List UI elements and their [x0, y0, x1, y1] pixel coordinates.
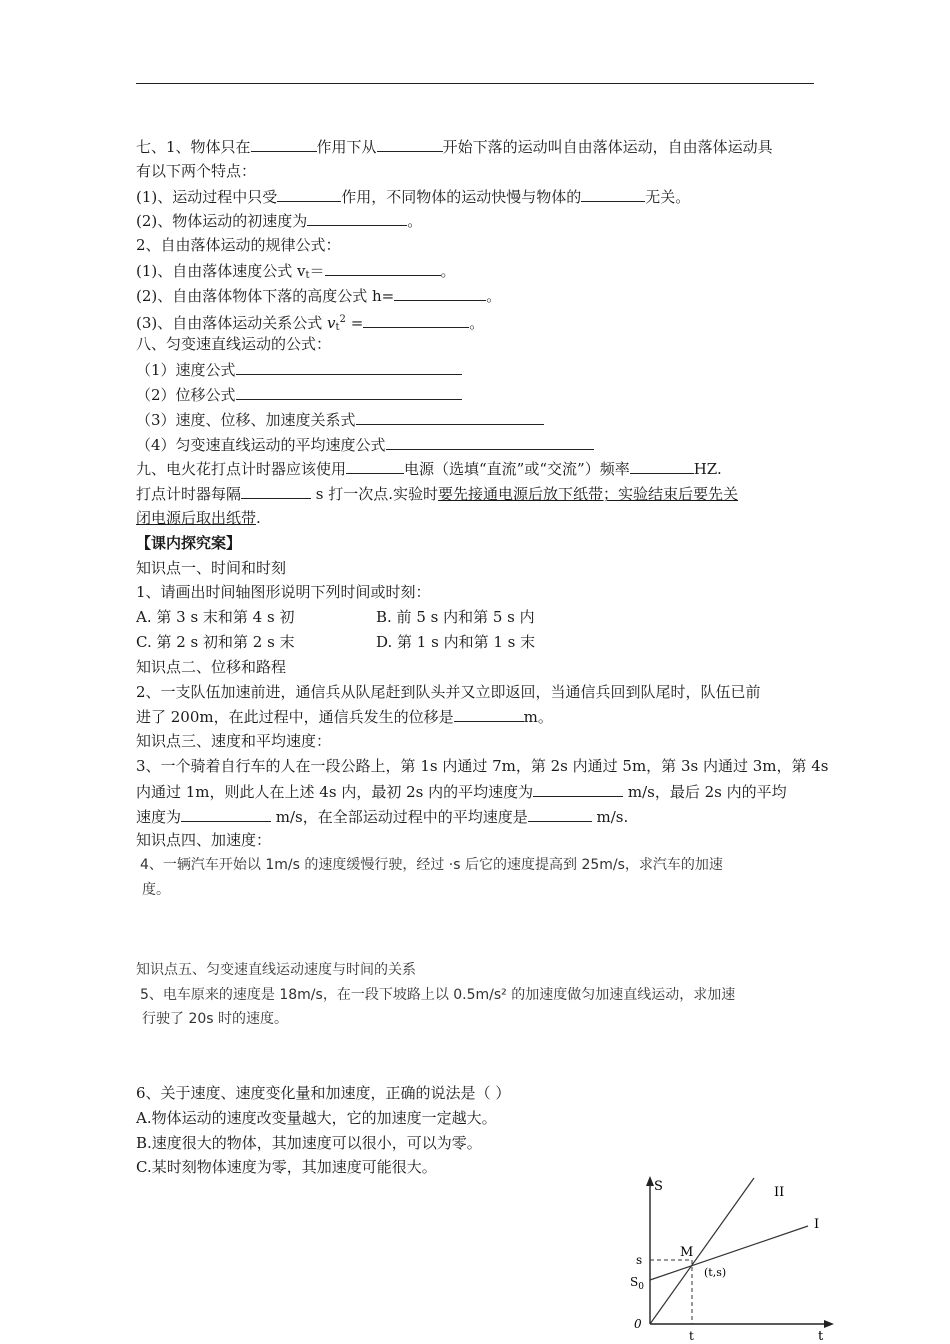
options-cd — [136, 630, 816, 655]
knowledge-1 — [136, 556, 816, 581]
text: 。 — [440, 261, 456, 280]
text: (2)、物体运动的初速度为 — [136, 212, 308, 231]
text: 。 — [486, 286, 502, 305]
s8-title — [136, 332, 816, 357]
answer-space — [136, 903, 816, 958]
underlined-text: 闭电源后取出纸带 — [136, 508, 257, 527]
point-coordinate: (t,s) — [704, 1266, 727, 1279]
question-6-option-b — [136, 1131, 816, 1156]
x-axis-arrow — [824, 1320, 834, 1328]
s9-line1 — [136, 456, 816, 481]
text: 知识点二、位移和路程 — [136, 657, 287, 676]
section-heading: 【课内探究案】 — [136, 533, 242, 552]
question-2-line2 — [136, 704, 816, 729]
question-3-line3 — [136, 804, 816, 829]
st-graph-figure — [622, 1168, 842, 1344]
s7-f2 — [136, 283, 816, 308]
x-axis-label: t — [818, 1329, 824, 1344]
text: m/s. — [591, 807, 629, 826]
subscript: t — [305, 269, 310, 281]
text: 度。 — [142, 881, 170, 898]
text: (3)、自由落体运动关系公式 — [136, 313, 328, 332]
question-4-line2 — [136, 878, 816, 903]
origin-label: 0 — [634, 1317, 642, 1331]
blank[interactable] — [325, 258, 441, 276]
question-5-line1 — [136, 983, 816, 1008]
text: 2、一支队伍加速前进，通信兵从队尾赶到队头并又立即返回，当通信兵回到队尾时，队伍已前 — [136, 682, 761, 701]
s7-q1-line1 — [136, 134, 816, 159]
blank[interactable] — [251, 134, 317, 152]
blank[interactable] — [181, 804, 271, 822]
question-3-line2 — [136, 779, 816, 804]
point-label: M — [680, 1245, 694, 1260]
text: . — [256, 508, 261, 527]
text: 作用，不同物体的运动快慢与物体的 — [341, 187, 582, 206]
s7-p2 — [136, 208, 816, 233]
text: 进了 200m，在此过程中，通信兵发生的位移是 — [136, 708, 454, 727]
s7-f3 — [136, 308, 816, 333]
text: （3）速度、位移、加速度关系式 — [136, 410, 356, 429]
s8-item-1 — [136, 357, 816, 382]
blank[interactable] — [581, 184, 645, 202]
text: 行驶了 20s 时的速度。 — [142, 1011, 289, 1028]
question-5-line2 — [136, 1007, 816, 1032]
blank[interactable] — [386, 432, 594, 450]
underlined-text: 要先接通电源后放下纸带；实验结束后要先关 — [438, 485, 739, 504]
text: 作用下从 — [316, 138, 377, 156]
text: (1)、自由落体速度公式 v — [136, 261, 306, 280]
option-d: D. 第 1 s 内和第 1 s 末 — [376, 632, 536, 651]
text: 知识点一、时间和时刻 — [136, 558, 287, 577]
s0-main: S — [630, 1275, 639, 1289]
s7-f1 — [136, 258, 816, 283]
blank[interactable] — [241, 481, 311, 499]
s7-p1 — [136, 184, 816, 209]
text: 。 — [469, 313, 485, 332]
option-c: C. 第 2 s 初和第 2 s 末 — [136, 632, 295, 651]
blank[interactable] — [454, 704, 524, 722]
inclass-title — [136, 531, 816, 556]
text: ＝ — [309, 261, 325, 280]
text: 。 — [407, 212, 423, 231]
line-ii-label: II — [774, 1185, 785, 1200]
blank[interactable] — [236, 357, 462, 375]
text: (2)、自由落体物体下落的高度公式 h= — [136, 286, 395, 305]
text: 九、电火花打点计时器应该使用 — [136, 460, 347, 479]
text: 打点计时器每隔 — [136, 485, 242, 504]
s8-item-4 — [136, 432, 816, 457]
question-4-line1 — [136, 853, 816, 878]
text: 1、请画出时间轴图形说明下列时间或时刻： — [136, 583, 431, 602]
text: s 打一次点.实验时 — [311, 485, 439, 504]
knowledge-5 — [136, 958, 816, 983]
text: 七、1、物体只在 — [136, 138, 251, 156]
option-a: A. 第 3 s 末和第 4 s 初 — [136, 608, 295, 627]
question-2-line1 — [136, 680, 816, 705]
s8-item-2 — [136, 382, 816, 407]
superscript: 2 — [339, 313, 346, 325]
text: 速度为 — [136, 807, 182, 826]
knowledge-4 — [136, 828, 816, 853]
text: m/s，最后 2s 内的平均 — [623, 782, 787, 801]
text: 有以下两个特点： — [136, 161, 257, 180]
text: HZ. — [693, 460, 722, 479]
options-ab — [136, 605, 816, 630]
text: 4、一辆汽车开始以 1m/s 的速度缓慢行驶，经过 ·s 后它的速度提高到 25m/s，求汽车的加速 — [140, 857, 723, 874]
variable: v — [327, 313, 336, 332]
text: B.速度很大的物体，其加速度可以很小，可以为零。 — [136, 1133, 482, 1152]
answer-space — [136, 1032, 816, 1081]
blank[interactable] — [363, 310, 469, 328]
question-1 — [136, 580, 816, 605]
t-tick-label: t — [689, 1329, 694, 1343]
text: 知识点三、速度和平均速度： — [136, 732, 332, 751]
blank[interactable] — [630, 456, 694, 474]
y-axis-arrow — [646, 1176, 654, 1186]
blank[interactable] — [528, 804, 592, 822]
knowledge-3 — [136, 729, 816, 754]
text: （4）匀变速直线运动的平均速度公式 — [136, 435, 386, 454]
text: （2）位移公式 — [136, 385, 236, 404]
text: 八、匀变速直线运动的公式： — [136, 335, 332, 354]
line-i-label: I — [814, 1217, 820, 1232]
blank[interactable] — [533, 779, 623, 797]
s7-q2 — [136, 233, 816, 258]
text: 知识点五、匀变速直线运动速度与时间的关系 — [136, 961, 416, 978]
text: 知识点四、加速度： — [136, 831, 272, 850]
s7-q1-line2 — [136, 159, 816, 184]
s8-item-3 — [136, 407, 816, 432]
text: A.物体运动的速度改变量越大，它的加速度一定越大。 — [136, 1108, 497, 1127]
s9-line3 — [136, 506, 816, 531]
blank[interactable] — [394, 283, 486, 301]
knowledge-2 — [136, 655, 816, 680]
y-axis-label: S — [654, 1179, 663, 1194]
text: 内通过 1m，则此人在上述 4s 内，最初 2s 内的平均速度为 — [136, 782, 534, 801]
blank[interactable] — [377, 134, 443, 152]
text: m/s，在全部运动过程中的平均速度是 — [271, 807, 528, 826]
blank[interactable] — [236, 382, 462, 400]
text: (1)、运动过程中只受 — [136, 187, 278, 206]
text: 电源（选填“直流”或“交流”）频率 — [404, 460, 630, 479]
blank[interactable] — [277, 184, 341, 202]
header-rule — [136, 83, 814, 84]
text: 5、电车原来的速度是 18m/s，在一段下坡路上以 0.5m/s² 的加速度做匀加速直线运动，求加速 — [140, 986, 736, 1003]
subscript: t — [335, 321, 340, 333]
option-b: B. 前 5 s 内和第 5 s 内 — [376, 608, 535, 627]
s9-line2 — [136, 481, 816, 506]
worksheet-body — [136, 134, 829, 1180]
text: 无关。 — [645, 187, 691, 206]
blank[interactable] — [307, 208, 407, 226]
s0-tick-label — [630, 1275, 644, 1292]
question-6-option-a — [136, 1106, 816, 1131]
text: C.某时刻物体速度为零，其加速度可能很大。 — [136, 1158, 437, 1177]
s0-sub: 0 — [638, 1282, 644, 1292]
text: 6、关于速度、速度变化量和加速度，正确的说法是（ ） — [136, 1084, 511, 1103]
question-6 — [136, 1081, 816, 1106]
text: 3、一个骑着自行车的人在一段公路上，第 1s 内通过 7m，第 2s 内通过 5m，第 3s 内通过 3m，第 4s — [136, 756, 829, 775]
text: 2、自由落体运动的规律公式： — [136, 236, 341, 255]
blank[interactable] — [356, 407, 544, 425]
question-3-line1 — [136, 754, 829, 779]
text: = — [345, 313, 364, 332]
line-i — [650, 1226, 808, 1280]
text: m。 — [523, 708, 553, 727]
blank[interactable] — [346, 456, 404, 474]
text: （1）速度公式 — [136, 361, 236, 380]
s-tick-label: s — [636, 1253, 643, 1267]
text: 开始下落的运动叫自由落体运动，自由落体运动具 — [442, 138, 773, 156]
line-ii — [650, 1178, 754, 1324]
